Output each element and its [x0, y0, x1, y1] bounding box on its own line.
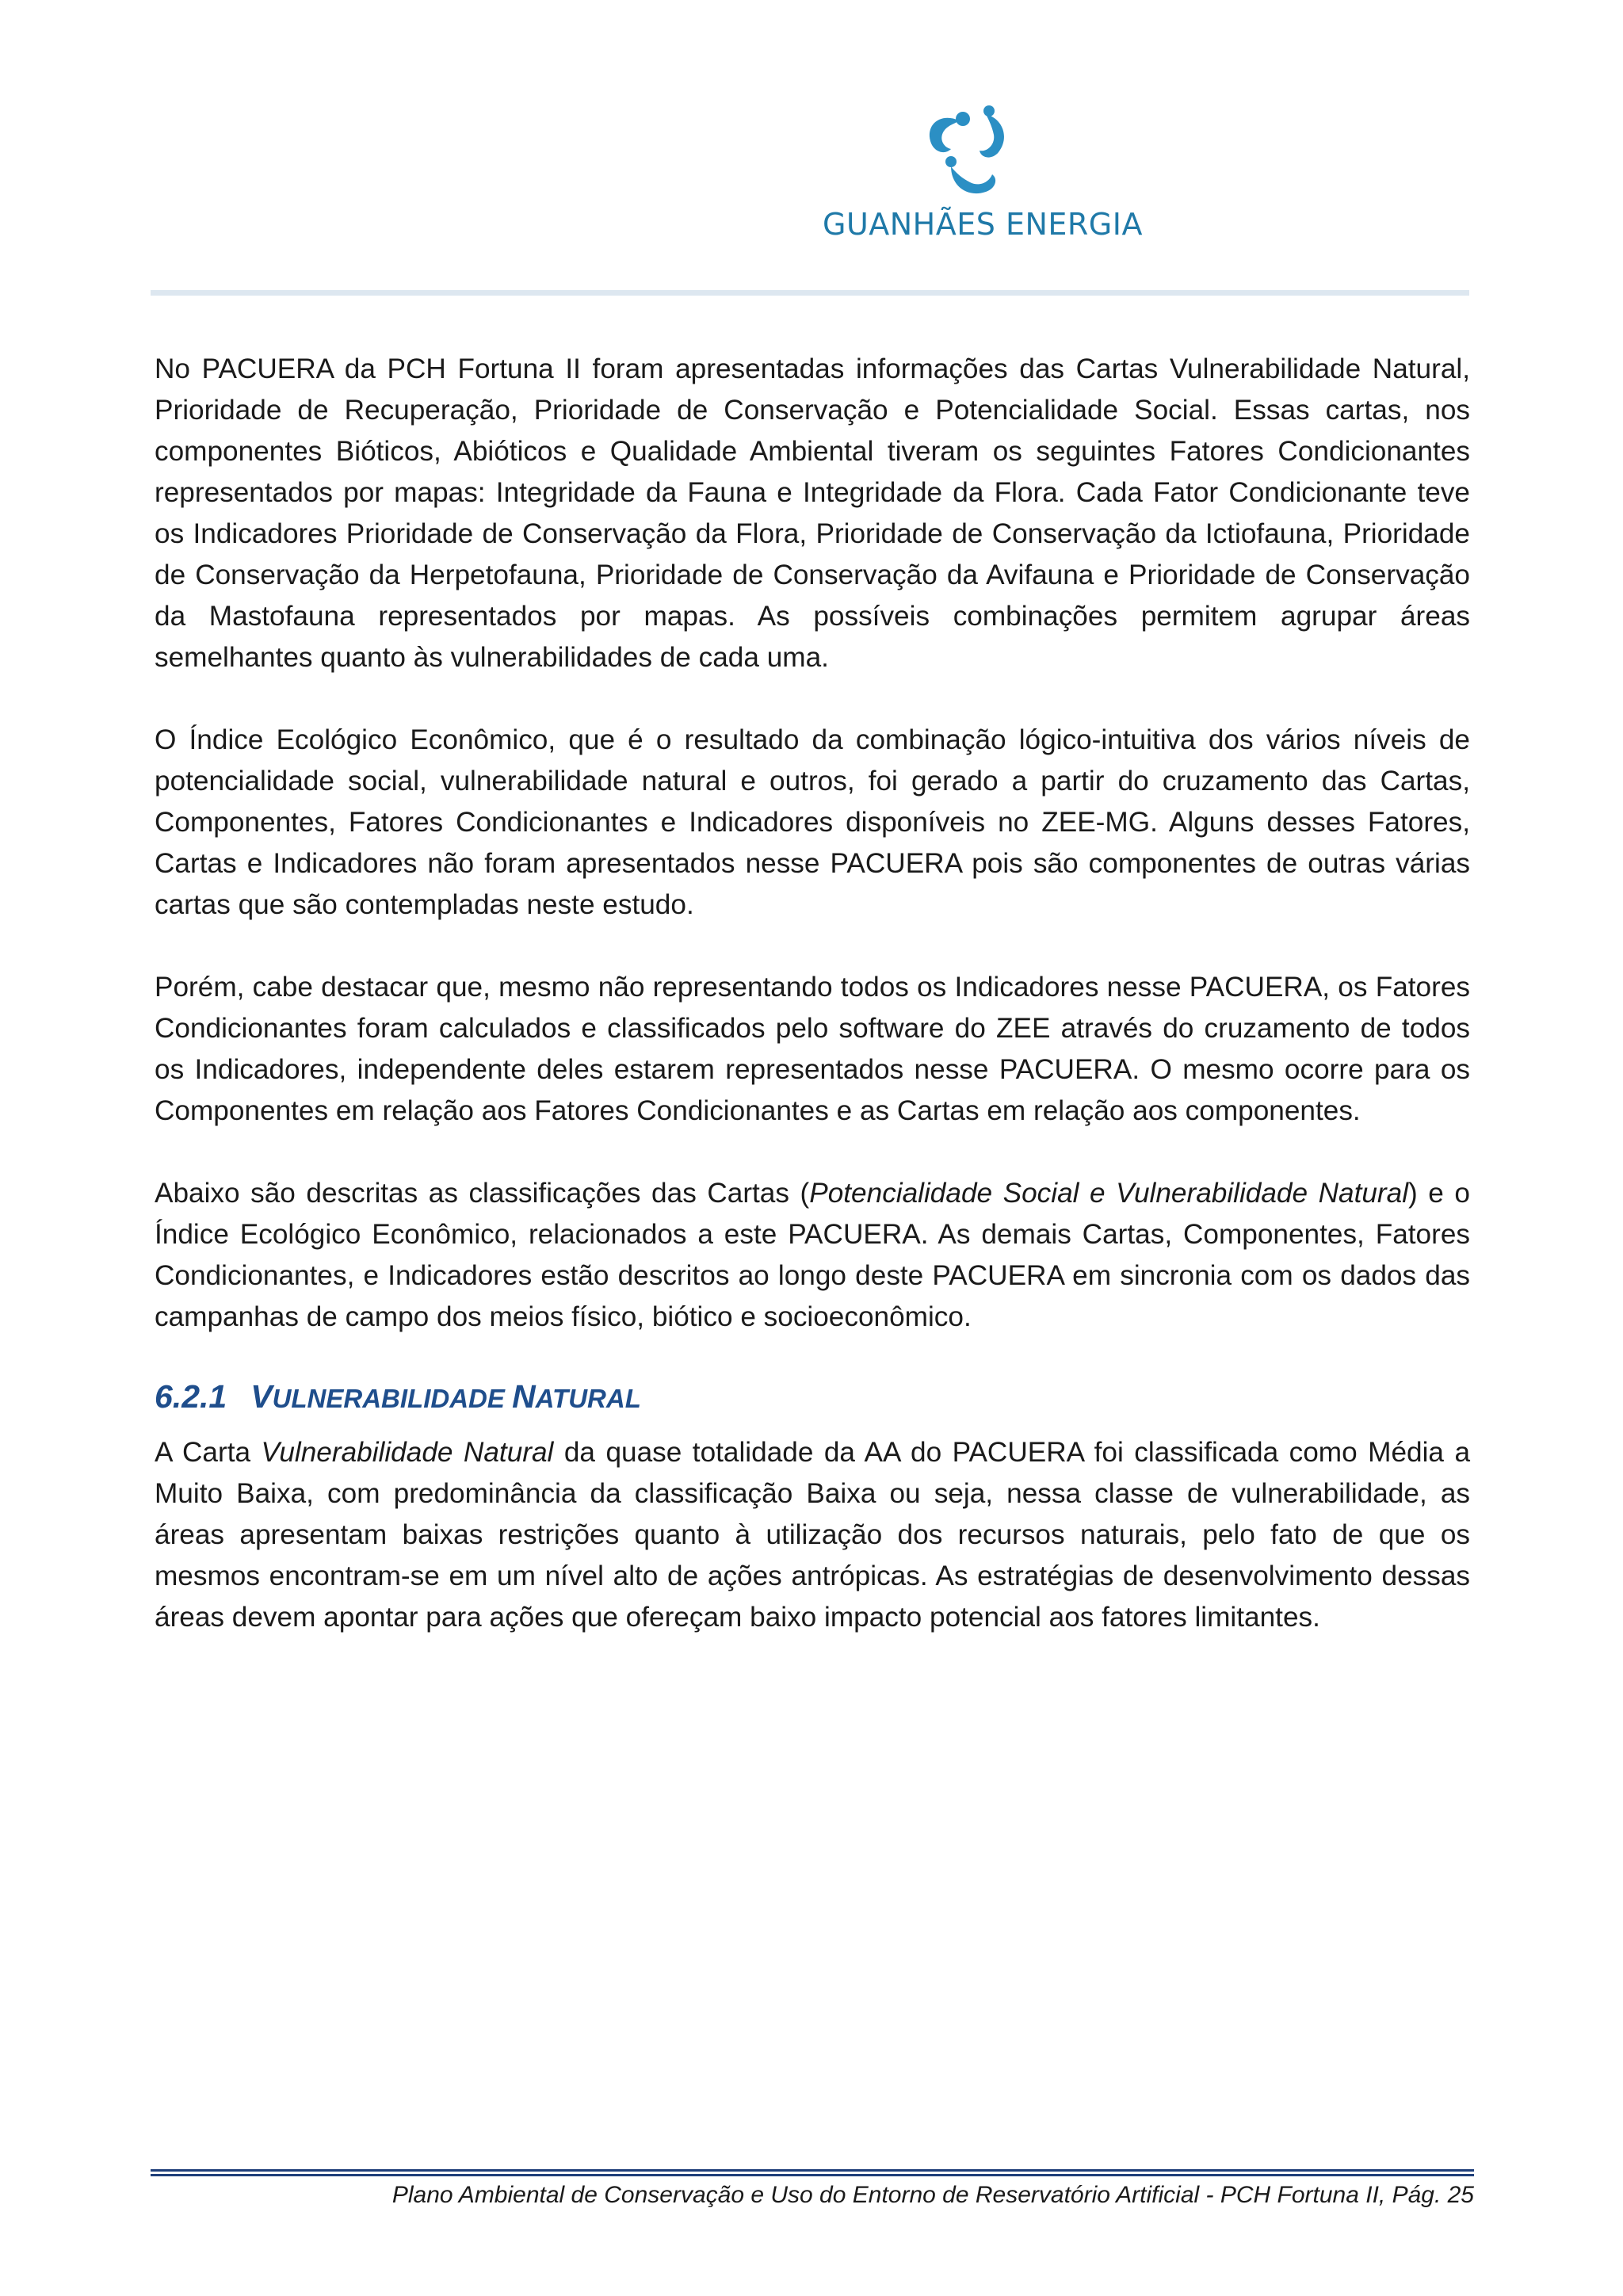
paragraph-4 [155, 1173, 1470, 1338]
section-title-rest-2: ATURAL [535, 1384, 641, 1413]
main-content [155, 349, 1470, 1679]
section-heading [155, 1374, 1470, 1421]
section-title-initial-2: N [512, 1378, 536, 1415]
page-footer: Plano Ambiental de Conservação e Uso do Entorno de Reservatório Artificial - PCH Fortuna II, Pág. 25 [391, 2182, 1474, 2208]
paragraph-1: No PACUERA da PCH Fortuna II foram apresentadas informações das Cartas Vulnerabilidade Natural, Prioridade de Recuperação, Prioridade de Conservação e Potencialidade Social. Essas cartas, nos componentes Bióticos, Abióticos e Qualidade Ambiental tiveram os seguintes Fatores Condicionantes representados por mapas: Integridade da Fauna e Integridade da Flora. Cada Fator Condicionante teve os Indicadores Prioridade de Conservação da Flora, Prioridade de Conservação da Ictiofauna, Prioridade de Conservação da Herpetofauna, Prioridade de Conservação da Avifauna e Prioridade de Conservação da Mastofauna representados por mapas. As possíveis combinações permitem agrupar áreas semelhantes quanto às vulnerabilidades de cada uma. [155, 353, 1470, 673]
section-number: 6.2.1 [155, 1378, 227, 1415]
footer-divider-top [151, 2169, 1474, 2172]
section-title-rest: ULNERABILIDADE [272, 1384, 513, 1413]
logo-wordmark: GUANHÃES ENERGIA [823, 207, 1143, 242]
paragraph-4-text-a: Abaixo são descritas as classificações das Cartas ( [155, 1178, 810, 1209]
paragraph-4-italic: Potencialidade Social e Vulnerabilidade Natural [809, 1178, 1409, 1209]
company-logo [808, 103, 1141, 246]
paragraph-5-text-b: da quase totalidade da AA do PACUERA foi classificada como Média a Muito Baixa, com predominância da classificação Baixa ou seja, nessa classe de vulnerabilidade, as áreas apresentam baixas restrições quanto à utilização dos recursos naturais, pelo fato de que os mesmos encontram-se em um nível alto de ações antrópicas. As estratégias de desenvolvimento dessas áreas devem apontar para ações que ofereçam baixo impacto potencial aos fatores limitantes. [155, 1437, 1471, 1633]
paragraph-5 [155, 1432, 1470, 1638]
paragraph-5-italic: Vulnerabilidade Natural [261, 1437, 554, 1468]
footer-divider-bottom [151, 2174, 1474, 2176]
paragraph-5-text-a: A Carta [155, 1437, 262, 1468]
paragraph-3: Porém, cabe destacar que, mesmo não representando todos os Indicadores nesse PACUERA, os Fatores Condicionantes foram calculados e classificados pelo software do ZEE através do cruzamento de todos os Indicadores, independente deles estarem representados nesse PACUERA. O mesmo ocorre para os Componentes em relação aos Fatores Condicionantes e as Cartas em relação aos componentes. [155, 972, 1470, 1126]
section-title-initial: V [250, 1378, 273, 1415]
paragraph-4-text-b: ) e o Índice Ecológico Econômico, relacionados a este PACUERA. As demais Cartas, Componentes, Fatores Condicionantes, e Indicadores estão descritos ao longo deste PACUERA em sincronia com os dados das campanhas de campo dos meios físico, biótico e socioeconômico. [155, 1178, 1470, 1332]
paragraph-2: O Índice Ecológico Econômico, que é o resultado da combinação lógico-intuitiva dos vários níveis de potencialidade social, vulnerabilidade natural e outros, foi gerado a partir do cruzamento das Cartas, Componentes, Fatores Condicionantes e Indicadores disponíveis no ZEE-MG. Alguns desses Fatores, Cartas e Indicadores não foram apresentados nesse PACUERA pois são componentes de outras várias cartas que são contempladas neste estudo. [155, 724, 1470, 920]
logo-swirl-icon [903, 103, 1030, 206]
header-divider [151, 290, 1469, 296]
